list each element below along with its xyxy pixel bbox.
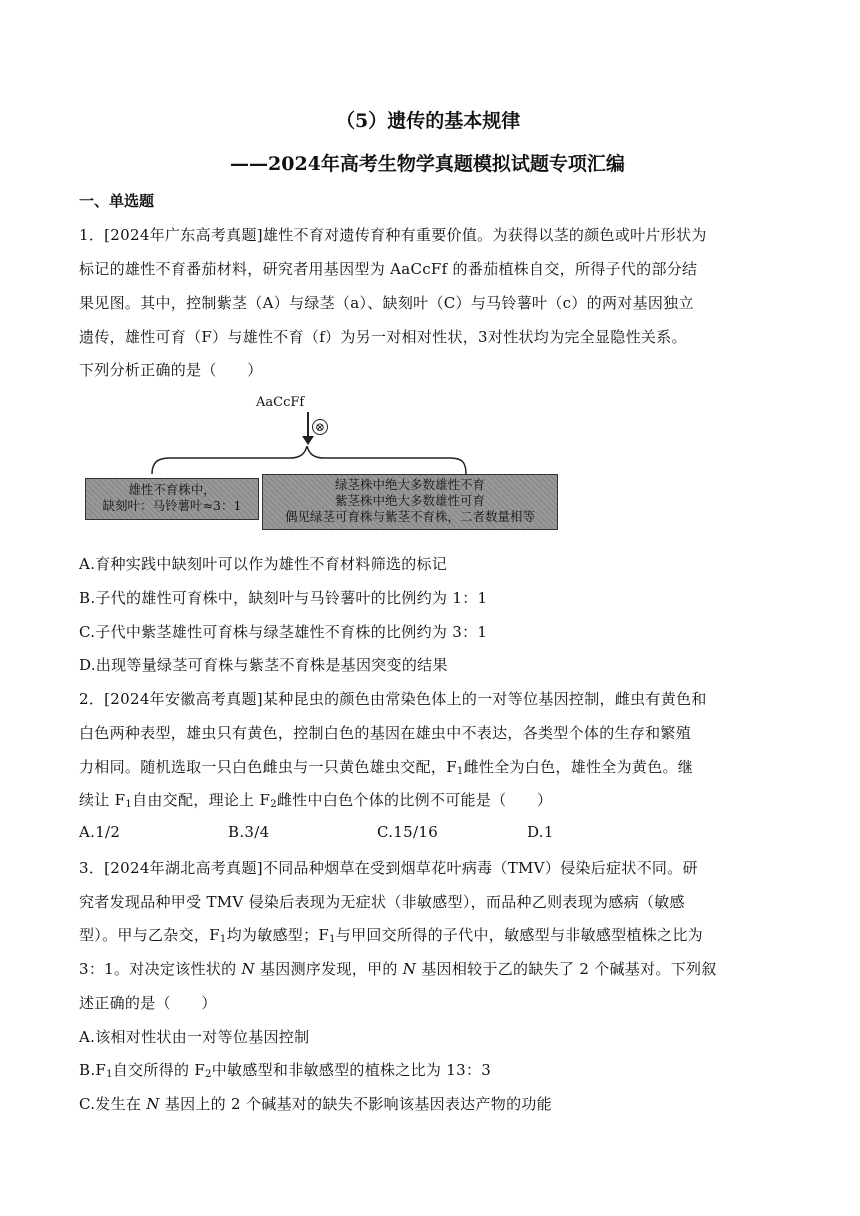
q3-line xyxy=(79,924,703,945)
arrow-head-icon xyxy=(302,436,314,445)
q3-text: 3：1。对决定该性状的 xyxy=(79,960,242,978)
q2-line: 2．[2024年安徽高考真题]某种昆虫的颜色由常染色体上的一对等位基因控制，雌虫有黄色和 xyxy=(79,690,707,708)
subscript: 1 xyxy=(125,799,133,810)
subscript: 1 xyxy=(106,1069,113,1080)
gene-name: N xyxy=(241,960,255,978)
box2-line: 绿茎株中绝大多数雄性不育 xyxy=(334,477,485,492)
q2-line xyxy=(79,789,552,810)
q1-option-a: A.育种实践中缺刻叶可以作为雄性不育材料筛选的标记 xyxy=(79,555,448,573)
q2-line: 白色两种表型，雄虫只有黄色，控制白色的基因在雄虫中不表达，各类型个体的生存和繁殖 xyxy=(79,724,692,742)
q1-line: 标记的雄性不育番茄材料，研究者用基因型为 AaCcFf 的番茄植株自交，所得子代的部分结 xyxy=(79,260,698,278)
q3-option-c xyxy=(79,1093,552,1114)
q3-text: 与甲回交所得的子代中，敏感型与非敏感型植株之比为 xyxy=(335,926,703,944)
subscript: 1 xyxy=(219,934,227,945)
q1-line: 遗传，雄性可育（F）与雄性不育（f）为另一对相对性状，3对性状均为完全显隐性关系。 xyxy=(79,328,687,346)
result-box-stem-color xyxy=(262,474,558,530)
q3-option-a: A.该相对性状由一对等位基因控制 xyxy=(79,1028,310,1046)
q2-option-c: C.15/16 xyxy=(377,823,439,841)
subscript: 1 xyxy=(456,766,464,777)
box1-line: 雄性不育株中， xyxy=(128,482,216,497)
q1-line: 1．[2024年广东高考真题]雄性不育对遗传育种有重要价值。为获得以茎的颜色或叶片形状为 xyxy=(79,226,707,244)
q3-text: 中敏感型和非敏感型的植株之比为 13：3 xyxy=(211,1061,492,1079)
box1-line: 缺刻叶：马铃薯叶≈3：1 xyxy=(102,498,242,513)
q3-text: 基因测序发现，甲的 xyxy=(254,960,403,978)
gene-name: N xyxy=(146,1095,160,1113)
q3-text: 自交所得的 F xyxy=(112,1061,206,1079)
q3-text: 基因上的 2 个碱基对的缺失不影响该基因表达产物的功能 xyxy=(159,1095,552,1113)
q3-text: B.F xyxy=(79,1061,107,1079)
q3-line: 3．[2024年湖北高考真题]不同品种烟草在受到烟草花叶病毒（TMV）侵染后症状不同。研 xyxy=(79,859,698,877)
q2-line xyxy=(79,756,693,777)
cross-diagram xyxy=(82,390,562,540)
q3-text: 型）。甲与乙杂交，F xyxy=(79,926,220,944)
q2-option-b: B.3/4 xyxy=(228,823,270,841)
q1-option-d: D.出现等量绿茎可育株与紫茎不育株是基因突变的结果 xyxy=(79,656,448,674)
brace-icon xyxy=(150,446,480,476)
box2-line: 紫茎株中绝大多数雄性可育 xyxy=(334,493,485,508)
q2-text: 续让 F xyxy=(79,791,126,809)
q1-line: 果见图。其中，控制紫茎（A）与绿茎（a）、缺刻叶（C）与马铃薯叶（c）的两对基因独立 xyxy=(79,294,694,312)
page-title: （5）遗传的基本规律 xyxy=(336,110,521,132)
q3-option-b xyxy=(79,1059,491,1080)
q2-text: 雌性中白色个体的比例不可能是（ ） xyxy=(276,791,553,809)
q2-option-a: A.1/2 xyxy=(79,823,121,841)
q1-option-c: C.子代中紫茎雄性可育株与绿茎雄性不育株的比例约为 3：1 xyxy=(79,623,488,641)
self-cross-icon: ⊗ xyxy=(312,419,328,435)
q1-option-b: B.子代的雄性可育株中，缺刻叶与马铃薯叶的比例约为 1：1 xyxy=(79,589,488,607)
parent-genotype: AaCcFf xyxy=(256,395,305,410)
q3-line xyxy=(79,958,717,979)
gene-name: N xyxy=(402,960,417,978)
q2-text: 力相同。随机选取一只白色雌虫与一只黄色雄虫交配，F xyxy=(79,758,457,776)
q3-text: C.发生在 xyxy=(79,1095,147,1113)
q3-text: 均为敏感型；F xyxy=(226,926,330,944)
q3-text: 基因相较于乙的缺失了 2 个碱基对。下列叙 xyxy=(416,960,717,978)
q3-line: 究者发现品种甲受 TMV 侵染后表现为无症状（非敏感型），而品种乙则表现为感病（敏感 xyxy=(79,893,685,911)
q2-text: 自由交配，理论上 F xyxy=(132,791,271,809)
q2-option-d: D.1 xyxy=(527,823,554,841)
box2-line: 偶见绿茎可育株与紫茎不育株，二者数量相等 xyxy=(284,509,535,524)
subscript: 1 xyxy=(329,934,336,945)
section-heading: 一、单选题 xyxy=(79,192,155,210)
q1-line: 下列分析正确的是（ ） xyxy=(79,361,263,379)
subscript: 2 xyxy=(270,799,277,810)
result-box-male-sterile xyxy=(85,478,259,520)
q3-line: 述正确的是（ ） xyxy=(79,994,217,1012)
q2-text: 雌性全为白色，雄性全为黄色。继 xyxy=(463,758,694,776)
page-subtitle: ——2024年高考生物学真题模拟试题专项汇编 xyxy=(230,153,625,175)
subscript: 2 xyxy=(205,1069,212,1080)
